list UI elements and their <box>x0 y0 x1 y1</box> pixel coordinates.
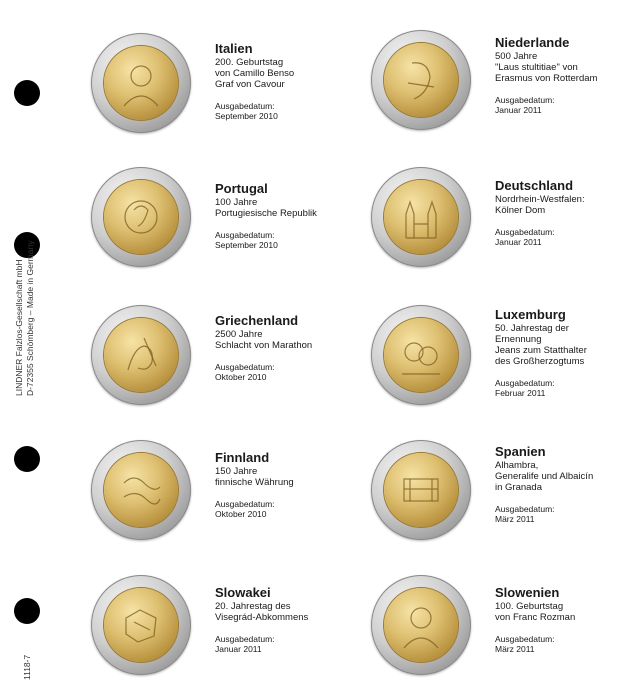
issue-date-label: Ausgabedatum: <box>495 227 555 237</box>
issue-date-label: Ausgabedatum: <box>215 634 275 644</box>
issue-date: Oktober 2010 <box>215 509 267 519</box>
map-icon <box>104 588 178 662</box>
description-line: "Laus stultitiae" von <box>495 62 578 73</box>
coin-entry <box>91 575 371 675</box>
publisher-imprint <box>14 241 36 396</box>
issue-date: September 2010 <box>215 240 278 250</box>
issue-date-label: Ausgabedatum: <box>215 362 275 372</box>
binder-hole <box>14 446 40 472</box>
coin-image <box>371 575 471 675</box>
coin-image <box>91 167 191 267</box>
description-line: Erasmus von Rotterdam <box>495 73 598 84</box>
coin-entry <box>371 167 627 267</box>
coin-info <box>495 35 627 115</box>
coin-entry <box>371 440 627 540</box>
binder-hole <box>14 80 40 106</box>
description-line: 500 Jahre <box>495 51 538 62</box>
coin-country: Niederlande <box>495 35 570 50</box>
description-line: von Camillo Benso <box>215 68 295 79</box>
coin-entry <box>91 167 371 267</box>
coin-info <box>215 585 385 654</box>
coin-country: Griechenland <box>215 313 299 328</box>
coin-image <box>371 305 471 405</box>
coin-image <box>371 167 471 267</box>
description-line: Nordrhein-Westfalen: <box>495 194 585 205</box>
coin-info <box>215 181 385 250</box>
coin-info <box>215 313 385 382</box>
coin-description <box>215 57 385 90</box>
portrait-icon <box>104 46 178 120</box>
page-code: 1118-7 <box>22 654 32 680</box>
cathedral-icon <box>384 180 458 254</box>
description-line: Kölner Dom <box>495 205 546 216</box>
warrior-icon <box>104 318 178 392</box>
description-line: Graf von Cavour <box>215 79 285 90</box>
issue-date-label: Ausgabedatum: <box>495 378 555 388</box>
description-line: des Großherzogtums <box>495 356 585 367</box>
coin-entry <box>91 440 371 540</box>
description-line: 200. Geburtstag <box>215 57 284 68</box>
coin-country: Spanien <box>495 444 546 459</box>
coin-image <box>91 440 191 540</box>
issue-date: Februar 2011 <box>495 388 546 398</box>
description-line: finnische Währung <box>215 477 294 488</box>
republic-icon <box>104 180 178 254</box>
coin-country: Slowakei <box>215 585 271 600</box>
coin-country: Italien <box>215 41 253 56</box>
description-line: 2500 Jahre <box>215 329 263 340</box>
coin-info <box>495 585 627 654</box>
abstract-icon <box>104 453 178 527</box>
coin-description <box>495 194 627 216</box>
issue-date: März 2011 <box>495 514 535 524</box>
issue-date-label: Ausgabedatum: <box>495 95 555 105</box>
publisher-address-line: D-72355 Schömberg – Made in Germany <box>25 240 35 396</box>
coin-country: Deutschland <box>495 178 574 193</box>
coin-country: Slowenien <box>495 585 560 600</box>
coin-description <box>495 601 627 623</box>
description-line: Jeans zum Statthalter <box>495 345 587 356</box>
description-line: 20. Jahrestag des <box>215 601 291 612</box>
description-line: Alhambra, <box>495 460 539 471</box>
issue-date: Januar 2011 <box>495 237 542 247</box>
portrait-icon <box>384 588 458 662</box>
dual-portrait-icon <box>384 318 458 392</box>
issue-date: Januar 2011 <box>215 644 262 654</box>
description-line: 150 Jahre <box>215 466 258 477</box>
description-line: von Franc Rozman <box>495 612 576 623</box>
coin-image <box>371 30 471 130</box>
coin-entry <box>371 305 627 405</box>
coin-info <box>215 450 385 519</box>
coin-description <box>495 51 627 84</box>
coin-description <box>215 329 385 351</box>
coin-country: Luxemburg <box>495 307 566 322</box>
coin-description <box>495 460 627 493</box>
issue-date-label: Ausgabedatum: <box>495 504 555 514</box>
coin-entry <box>91 33 371 133</box>
coin-image <box>91 575 191 675</box>
publisher-line: LINDNER Falzlos-Gesellschaft mbH <box>14 259 24 396</box>
coin-country: Finnland <box>215 450 270 465</box>
coin-description <box>215 197 385 219</box>
coin-info <box>495 307 627 398</box>
issue-date: Oktober 2010 <box>215 372 267 382</box>
courtyard-icon <box>384 453 458 527</box>
coin-info <box>495 444 627 524</box>
coin-image <box>91 33 191 133</box>
description-line: 100. Geburtstag <box>495 601 564 612</box>
description-line: Portugiesische Republik <box>215 208 317 219</box>
coin-entry <box>371 575 627 675</box>
coin-image <box>91 305 191 405</box>
coin-description <box>495 323 627 367</box>
coin-country: Portugal <box>215 181 268 196</box>
description-line: Generalife und Albaicín <box>495 471 594 482</box>
coin-description <box>215 601 385 623</box>
description-line: Schlacht von Marathon <box>215 340 313 351</box>
issue-date: März 2011 <box>495 644 535 654</box>
coin-entry <box>371 30 627 130</box>
profile-icon <box>384 43 458 117</box>
issue-date-label: Ausgabedatum: <box>495 634 555 644</box>
description-line: 50. Jahrestag der <box>495 323 569 334</box>
coin-info <box>495 178 627 247</box>
coin-info <box>215 41 385 121</box>
issue-date: Januar 2011 <box>495 105 542 115</box>
issue-date-label: Ausgabedatum: <box>215 101 275 111</box>
binder-hole <box>14 598 40 624</box>
description-line: 100 Jahre <box>215 197 258 208</box>
description-line: Visegrád-Abkommens <box>215 612 309 623</box>
coin-image <box>371 440 471 540</box>
description-line: in Granada <box>495 482 543 493</box>
coin-description <box>215 466 385 488</box>
issue-date-label: Ausgabedatum: <box>215 230 275 240</box>
issue-date: September 2010 <box>215 111 278 121</box>
issue-date-label: Ausgabedatum: <box>215 499 275 509</box>
description-line: Ernennung <box>495 334 542 345</box>
coin-entry <box>91 305 371 405</box>
